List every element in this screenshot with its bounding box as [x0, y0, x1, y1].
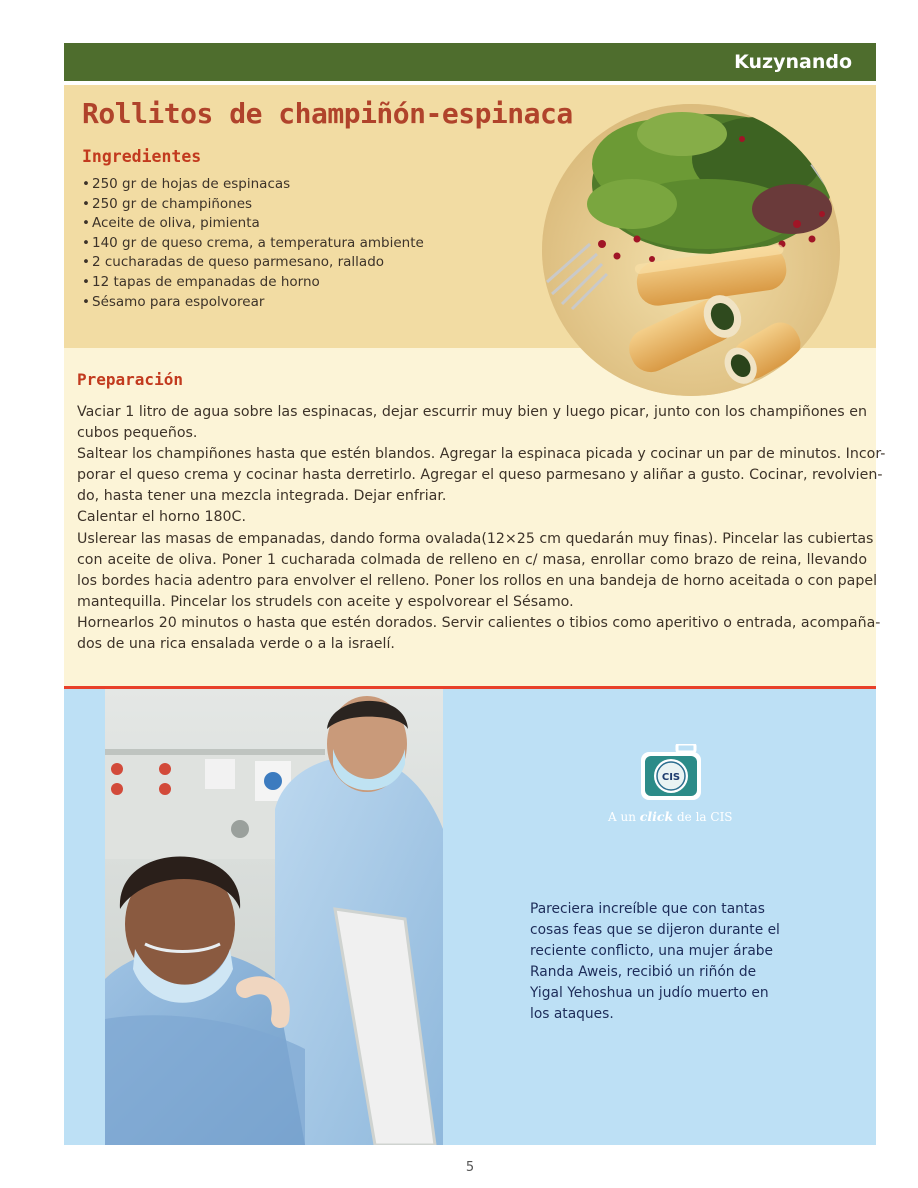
preparation-line: dos de una rica ensalada verde o a la israelí.: [77, 636, 395, 653]
hospital-photo: [105, 689, 443, 1145]
ingredient-item: • Aceite de oliva, pimienta: [82, 215, 260, 232]
ingredients-list: [82, 175, 424, 312]
camera-icon: [639, 744, 703, 802]
news-line: Yigal Yehoshua un judío muerto en: [530, 985, 769, 1001]
preparation-line: cubos pequeños.: [77, 425, 198, 442]
ingredient-item: • 2 cucharadas de queso parmesano, rallado: [82, 254, 385, 271]
news-line: Randa Aweis, recibió un riñón de: [530, 964, 757, 980]
ingredient-item: • 12 tapas de empanadas de horno: [82, 273, 320, 290]
ingredient-item: • 250 gr de hojas de espinacas: [82, 176, 291, 192]
preparation-line: Vaciar 1 litro de agua sobre las espinacas, dejar escurrir muy bien y luego picar, junto con los champiñones en: [77, 404, 867, 420]
ingredient-item: • Sésamo para espolvorear: [82, 293, 265, 310]
preparation-line: Hornearlos 20 minutos o hasta que estén dorados. Servir calientes o tibios como aperitivo o entrada, acompaña-: [77, 614, 881, 631]
preparation-text: [77, 402, 886, 655]
news-line: reciente conflicto, una mujer árabe: [530, 943, 774, 959]
news-line: cosas feas que se dijeron durante el: [530, 922, 780, 938]
news-text: [530, 899, 830, 1025]
preparation-line: Saltear los champiñones hasta que estén blandos. Agregar la espinaca picada y cocinar un par de minutos. Incor-: [77, 446, 886, 463]
click-caption: A un click de la CIS: [608, 809, 733, 824]
section-header-bar: [64, 43, 876, 81]
preparation-heading: Preparación: [77, 370, 183, 389]
dish-photo: [542, 104, 840, 396]
preparation-line: Calentar el horno 180C.: [77, 509, 246, 526]
ingredient-item: • 250 gr de champiñones: [82, 195, 253, 212]
preparation-line: porar el queso crema y cocinar hasta derretirlo. Agregar el queso parmesano y aliñar a gusto. Cocinar, revolvien-: [77, 467, 883, 484]
recipe-title: Rollitos de champiñón-espinaca: [82, 97, 573, 130]
preparation-line: do, hasta tener una mezcla integrada. Dejar enfriar.: [77, 488, 447, 505]
page-number: 5: [465, 1160, 475, 1175]
section-title: Kuzynando: [734, 51, 852, 73]
preparation-line: con aceite de oliva. Poner 1 cucharada colmada de relleno en c/ masa, enrollar como brazo de reina, llevando: [77, 551, 867, 568]
preparation-line: mantequilla. Pincelar los strudels con aceite y espolvorear el Sésamo.: [77, 593, 574, 610]
news-line: los ataques.: [530, 1006, 614, 1022]
preparation-line: Uslerear las masas de empanadas, dando forma ovalada(12×25 cm quedarán muy finas). Pincelar las cubiertas: [77, 530, 874, 547]
preparation-line: los bordes hacia adentro para envolver el relleno. Poner los rollos en una bandeja de horno aceitada o con papel: [77, 572, 878, 589]
news-line: Pareciera increíble que con tantas: [530, 901, 765, 917]
ingredient-item: • 140 gr de queso crema, a temperatura ambiente: [82, 234, 424, 251]
ingredients-heading: Ingredientes: [82, 147, 202, 166]
svg-text:CIS: CIS: [661, 772, 681, 783]
